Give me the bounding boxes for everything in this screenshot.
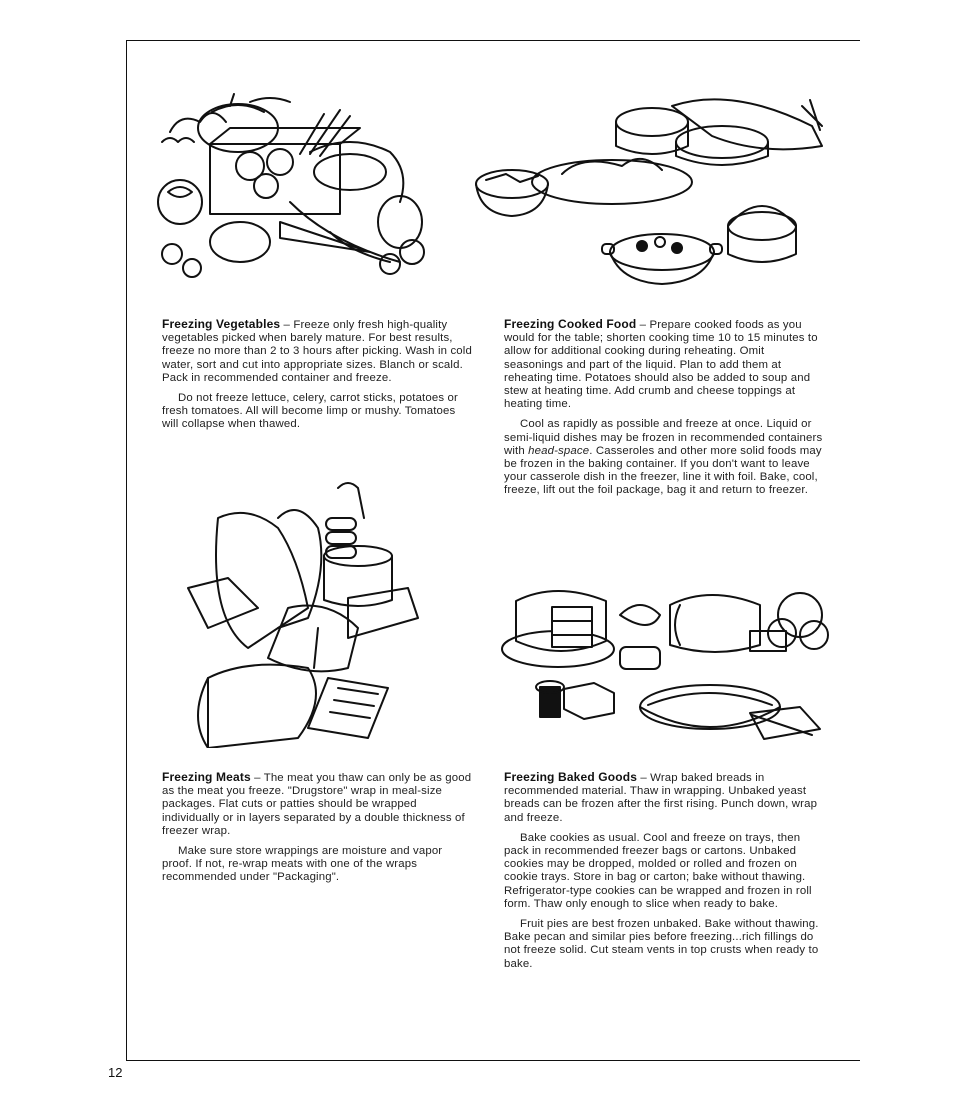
cooked-food-lead: – Prepare cooked foods as you would for the table; shorten cooking time 10 to 15 minutes to allow for additional cooking during reheating. Omit seasonings and part of the liquid. Plan to add them at reheating time. Potatoes should also be added to soup and stew at heating time. Add crumb and cheese toppings at heating time. — [504, 319, 818, 411]
vegetables-section — [162, 318, 474, 439]
cooked-food-paragraph-2a: Cool as rapidly as possible and freeze at once. Liquid or semi-liquid dishes may be frozen in recommended containers with — [504, 418, 823, 457]
bottom-rule — [126, 1060, 860, 1061]
cooked-food-section — [504, 318, 826, 505]
cooked-food-illustration-icon — [472, 86, 832, 292]
head-space-term: head-space — [528, 444, 590, 457]
baked-goods-paragraph-3: Fruit pies are best frozen unbaked. Bake without thawing. Bake pecan and similar pies before freezing...rich fillings do not freeze solid. Cut steam vents in top crusts when ready to bake. — [504, 918, 819, 970]
meats-heading: Freezing Meats — [162, 770, 251, 784]
baked-goods-section — [504, 771, 826, 978]
baked-goods-paragraph-2: Bake cookies as usual. Cool and freeze on trays, then pack in recommended freezer bags or cartons. Unbaked cookies may be dropped, molded or rolled and frozen on cookie trays. Store in bag or carton; bake without thawing. Refrigerator-type cookies can be wrapped and frozen in roll form. Thaw only enough to slice when ready to bake. — [504, 831, 812, 910]
meats-illustration-icon — [178, 478, 422, 748]
vegetables-lead: – Freeze only fresh high-quality vegetables picked when barely mature. For best results, freeze no more than 2 to 3 hours after picking. Wash in cold water, sort and cut into appropriate sizes. Blanch or scald. Pack in recommended container and freeze. — [162, 319, 472, 384]
meats-section — [162, 771, 474, 892]
meats-paragraph-2: Make sure store wrappings are moisture and vapor proof. If not, re-wrap meats with one of the wraps recommended under "Packaging". — [162, 845, 443, 884]
left-rule — [126, 40, 127, 1060]
vegetables-illustration-icon — [150, 92, 436, 282]
top-rule — [126, 40, 860, 41]
vegetables-heading: Freezing Vegetables — [162, 317, 281, 331]
page-number: 12 — [108, 1065, 123, 1080]
meats-lead: – The meat you thaw can only be as good as the meat you freeze. "Drugstore" wrap in meal-size packages. Flat cuts or patties should be wrapped individually or in layers separated by a double thickness of freezer wrap. — [162, 772, 472, 837]
baked-goods-lead: – Wrap baked breads in recommended material. Thaw in wrapping. Unbaked yeast breads can be frozen after the first rising. Punch down, wrap and freeze. — [504, 772, 818, 824]
cooked-food-heading: Freezing Cooked Food — [504, 317, 637, 331]
cooked-food-paragraph-2b: . Casseroles and other more solid foods may be frozen in the baking container. If you don't want to leave your casserole dish in the freezer, line it with foil. Bake, cool, freeze, lift out the foil package, bag it and return to freezer. — [504, 444, 822, 497]
vegetables-paragraph-2: Do not freeze lettuce, celery, carrot sticks, potatoes or fresh tomatoes. All will become limp or mushy. Tomatoes will collapse when thawed. — [162, 392, 458, 431]
baked-goods-illustration-icon — [500, 585, 832, 755]
baked-goods-heading: Freezing Baked Goods — [504, 770, 638, 784]
